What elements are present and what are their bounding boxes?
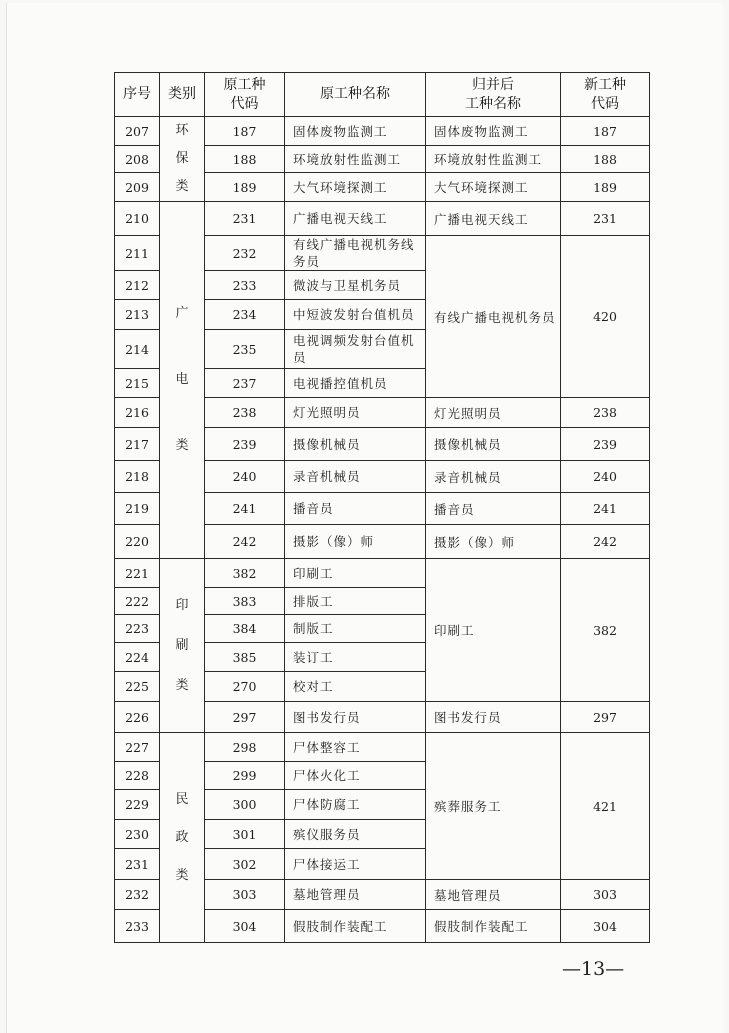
cell-orig-name: 录音机械员 xyxy=(285,461,426,493)
cell-new-code: 187 xyxy=(561,117,650,146)
cell-orig-name: 尸体火化工 xyxy=(285,762,426,790)
cell-merged-name-group: 印刷工 xyxy=(426,559,561,702)
cell-new-code-group: 382 xyxy=(561,559,650,702)
cell-orig-code: 238 xyxy=(205,398,285,428)
cell-seq: 224 xyxy=(115,643,160,672)
cell-orig-name: 尸体整容工 xyxy=(285,733,426,762)
cell-merged-name: 录音机械员 xyxy=(426,461,561,493)
cell-orig-name: 中短波发射台值机员 xyxy=(285,300,426,330)
cell-orig-code: 187 xyxy=(205,117,285,146)
cell-seq: 229 xyxy=(115,790,160,820)
cell-merged-name: 假肢制作装配工 xyxy=(426,910,561,943)
cell-orig-code: 239 xyxy=(205,428,285,461)
cell-orig-name: 殡仪服务员 xyxy=(285,820,426,849)
cell-seq: 212 xyxy=(115,271,160,300)
cell-orig-name: 排版工 xyxy=(285,588,426,615)
cell-seq: 210 xyxy=(115,202,160,236)
cell-seq: 227 xyxy=(115,733,160,762)
cell-orig-name: 播音员 xyxy=(285,493,426,525)
cell-orig-code: 300 xyxy=(205,790,285,820)
cell-orig-code: 302 xyxy=(205,849,285,880)
cell-orig-code: 242 xyxy=(205,525,285,559)
table-row xyxy=(115,202,650,236)
cell-new-code: 231 xyxy=(561,202,650,236)
job-type-merge-table xyxy=(114,72,650,943)
cell-orig-code: 241 xyxy=(205,493,285,525)
page-number: —13— xyxy=(562,958,625,980)
cell-orig-code: 304 xyxy=(205,910,285,943)
cell-orig-code: 383 xyxy=(205,588,285,615)
table-row xyxy=(115,733,650,762)
cell-seq: 214 xyxy=(115,330,160,369)
cell-orig-code: 298 xyxy=(205,733,285,762)
cell-category-broadcast: 广 电 类 xyxy=(160,202,205,559)
cell-orig-code: 189 xyxy=(205,173,285,202)
header-new-code: 新工种 代码 xyxy=(561,73,650,117)
cell-new-code-group: 421 xyxy=(561,733,650,880)
cell-category-env: 环 保 类 xyxy=(160,117,205,202)
cell-orig-name: 固体废物监测工 xyxy=(285,117,426,146)
cell-orig-code: 237 xyxy=(205,369,285,398)
cell-orig-name: 尸体接运工 xyxy=(285,849,426,880)
cell-orig-code: 231 xyxy=(205,202,285,236)
cell-merged-name: 广播电视天线工 xyxy=(426,202,561,236)
cell-seq: 222 xyxy=(115,588,160,615)
cell-seq: 218 xyxy=(115,461,160,493)
cell-merged-name: 摄影（像）师 xyxy=(426,525,561,559)
cell-seq: 226 xyxy=(115,702,160,733)
cell-seq: 215 xyxy=(115,369,160,398)
cell-orig-code: 382 xyxy=(205,559,285,588)
cell-orig-name: 校对工 xyxy=(285,672,426,702)
cell-merged-name: 环境放射性监测工 xyxy=(426,146,561,173)
cell-orig-name: 有线广播电视机务线务员 xyxy=(285,236,426,271)
cell-orig-code: 301 xyxy=(205,820,285,849)
cell-merged-name: 摄像机械员 xyxy=(426,428,561,461)
cell-new-code: 304 xyxy=(561,910,650,943)
cell-orig-name: 摄像机械员 xyxy=(285,428,426,461)
table-header-row xyxy=(115,73,650,117)
cell-orig-code: 299 xyxy=(205,762,285,790)
cell-orig-name: 广播电视天线工 xyxy=(285,202,426,236)
cell-seq: 233 xyxy=(115,910,160,943)
header-merged-name: 归并后 工种名称 xyxy=(426,73,561,117)
cell-seq: 221 xyxy=(115,559,160,588)
cell-orig-code: 233 xyxy=(205,271,285,300)
cell-seq: 216 xyxy=(115,398,160,428)
cell-orig-name: 灯光照明员 xyxy=(285,398,426,428)
cell-merged-name: 图书发行员 xyxy=(426,702,561,733)
cell-orig-name: 尸体防腐工 xyxy=(285,790,426,820)
cell-orig-name: 微波与卫星机务员 xyxy=(285,271,426,300)
cell-seq: 225 xyxy=(115,672,160,702)
cell-seq: 209 xyxy=(115,173,160,202)
header-seq: 序号 xyxy=(115,73,160,117)
cell-orig-code: 234 xyxy=(205,300,285,330)
cell-merged-name: 灯光照明员 xyxy=(426,398,561,428)
cell-new-code: 303 xyxy=(561,880,650,910)
cell-orig-code: 188 xyxy=(205,146,285,173)
cell-new-code: 241 xyxy=(561,493,650,525)
cell-orig-name: 制版工 xyxy=(285,615,426,643)
cell-orig-name: 环境放射性监测工 xyxy=(285,146,426,173)
cell-orig-name: 电视调频发射台值机员 xyxy=(285,330,426,369)
cell-new-code: 242 xyxy=(561,525,650,559)
cell-orig-code: 297 xyxy=(205,702,285,733)
cell-merged-name: 大气环境探测工 xyxy=(426,173,561,202)
cell-orig-code: 384 xyxy=(205,615,285,643)
cell-orig-name: 印刷工 xyxy=(285,559,426,588)
cell-orig-code: 235 xyxy=(205,330,285,369)
cell-orig-name: 电视播控值机员 xyxy=(285,369,426,398)
cell-new-code: 239 xyxy=(561,428,650,461)
cell-seq: 213 xyxy=(115,300,160,330)
cell-seq: 230 xyxy=(115,820,160,849)
header-orig-name: 原工种名称 xyxy=(285,73,426,117)
cell-seq: 220 xyxy=(115,525,160,559)
cell-category-civil-affairs: 民 政 类 xyxy=(160,733,205,943)
cell-orig-code: 232 xyxy=(205,236,285,271)
cell-merged-name-group: 有线广播电视机务员 xyxy=(426,236,561,398)
cell-merged-name: 固体废物监测工 xyxy=(426,117,561,146)
cell-merged-name-group: 殡葬服务工 xyxy=(426,733,561,880)
cell-orig-name: 图书发行员 xyxy=(285,702,426,733)
header-orig-code: 原工种 代码 xyxy=(205,73,285,117)
cell-orig-code: 270 xyxy=(205,672,285,702)
cell-new-code-group: 420 xyxy=(561,236,650,398)
cell-seq: 231 xyxy=(115,849,160,880)
cell-seq: 211 xyxy=(115,236,160,271)
cell-orig-code: 240 xyxy=(205,461,285,493)
cell-seq: 223 xyxy=(115,615,160,643)
cell-orig-name: 墓地管理员 xyxy=(285,880,426,910)
cell-orig-name: 摄影（像）师 xyxy=(285,525,426,559)
cell-new-code: 238 xyxy=(561,398,650,428)
cell-seq: 219 xyxy=(115,493,160,525)
header-category: 类别 xyxy=(160,73,205,117)
cell-category-printing: 印 刷 类 xyxy=(160,559,205,733)
cell-new-code: 297 xyxy=(561,702,650,733)
cell-merged-name: 墓地管理员 xyxy=(426,880,561,910)
cell-orig-name: 装订工 xyxy=(285,643,426,672)
cell-seq: 207 xyxy=(115,117,160,146)
cell-orig-name: 大气环境探测工 xyxy=(285,173,426,202)
cell-seq: 232 xyxy=(115,880,160,910)
cell-orig-code: 385 xyxy=(205,643,285,672)
cell-seq: 228 xyxy=(115,762,160,790)
cell-seq: 208 xyxy=(115,146,160,173)
table-row xyxy=(115,559,650,588)
cell-new-code: 188 xyxy=(561,146,650,173)
cell-seq: 217 xyxy=(115,428,160,461)
table-row xyxy=(115,117,650,146)
cell-orig-name: 假肢制作装配工 xyxy=(285,910,426,943)
cell-merged-name: 播音员 xyxy=(426,493,561,525)
cell-new-code: 189 xyxy=(561,173,650,202)
cell-orig-code: 303 xyxy=(205,880,285,910)
cell-new-code: 240 xyxy=(561,461,650,493)
